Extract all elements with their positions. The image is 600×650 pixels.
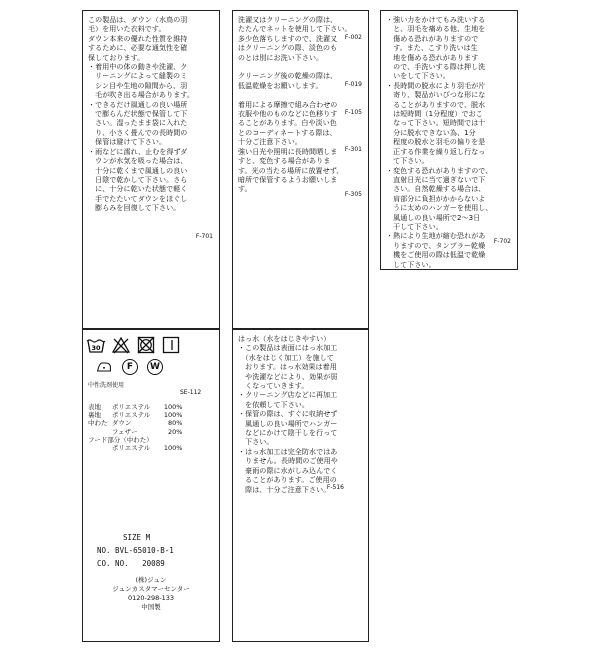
- material-pct: 100%: [163, 403, 183, 411]
- panel-code: F-002: [344, 34, 362, 41]
- wash-30-neutral-icon: [86, 335, 106, 355]
- iron-low-icon: [95, 359, 113, 375]
- material-name: ポリエステル: [111, 403, 151, 411]
- material-pct: 100%: [163, 411, 183, 420]
- se-code: SE-112: [180, 389, 202, 396]
- panel-code: F-019: [344, 81, 362, 88]
- material-table: [88, 403, 185, 452]
- panel-code: F-105: [344, 109, 362, 116]
- size-label: SIZE M: [123, 533, 151, 542]
- material-part: 表地: [88, 403, 101, 411]
- material-pct: 20%: [167, 427, 183, 436]
- care-panel-washing: [232, 10, 369, 329]
- no-tumble-dry-icon: [136, 335, 156, 355]
- material-name: ポリエステル: [111, 411, 151, 420]
- company-name: (株)ジュン: [135, 576, 167, 584]
- panel-code: F-701: [195, 233, 213, 240]
- panel-text: 洗濯又はクリーニングの際は、 たたんでネットを使用して下さい。 多少色落ちしますので、洗濯又 はクリーニングの際、淡色のも のとは別にお洗い下さい。 クリーニング後の乾燥の際は、 低温乾燥をお願いします。 着用による摩擦で組み合わせの 衣服や他のものなどに色移りす ることがあります。白や淡い色 とのコーディネートする際は、 十分ご注意下さい。 強い日光や照明に長時間晒しま すと、変色する場合がありま す。光の当たる場所に放置せず、 暗所で保管するようお願いしま す。: [238, 16, 352, 194]
- material-part: 中わた: [88, 419, 108, 428]
- no-bleach-icon: [111, 335, 131, 355]
- product-number: NO. BVL-65010-B-1: [97, 546, 174, 555]
- dry-clean-f-icon: F: [122, 359, 138, 375]
- care-panel-down: [82, 10, 220, 329]
- panel-text: はっ水（水をはじきやすい） ・この製品は表面にはっ水加工 （水をはじく加工）を施して おります。はっ水効果は着用 や洗濯などにより、効果が弱 くなっていきます。 ・クリーニング店などに再加工 を依頼して下さい。 ・保管の際は、すぐに収納せず 風通しの良い場所でハンガー などにかけて陰干しを行って 下さい。 ・はっ水加工は完全防水ではあ りません。長時間のご使用や 豪雨の際に水がしみ込んでく ることがあります。ご使用の 際は、十分ご注意下さい。: [238, 335, 338, 494]
- panel-code: F-305: [344, 191, 362, 198]
- panel-code: F-702: [493, 238, 511, 245]
- panel-text: この製品は、ダウン（水鳥の羽 毛）を用いた衣料です。 ダウン本来の優れた性質を維持 するために、必要な通気性を確 保しております。 ・着用中の体の動きや洗濯、ク リーニングによって縫製のミ シン目や生地の隙間から、羽 毛が吹き出る場合があります。 ・できるだけ風通しの良い場所 で膨らんだ状態で保管して下 さい。湿ったまま袋に入れた り、小さく畳んでの長時間の 保管は避けて下さい。 ・雨などに濡れ、止むを得ずダ ウンが水気を吸った場合は、 十分に乾くまで風通しの良い 日陰で乾かして下さい。さら に、十分に乾いた状態で軽く 手でたたいてダウンをほぐし 膨らみを回復して下さい。: [88, 16, 194, 213]
- panel-text: ・強い力をかけてもみ洗いする と、羽毛を痛める他、生地を 傷める恐れがありますので す。また、こすり洗いは生 地を傷める恐れがあります ので、手洗いする際は押し洗 いをして下さい。 ・長時間の脱水により羽毛が片 寄り、製品がいびつな形にな ることがありますので、脱水 は短時間（1分程度）でおこ なって下さい。短時間では十 分に脱水できない為、1分 程度の脱水と羽毛の偏りを是 正する作業を繰り返し行なっ て下さい。 ・変色する恐れがありますので、 直射日光に当て過ぎないで下 さい。自然乾燥する場合は、 肩部分に負担がかからないよ うに太めのハンガーを使用し、 風通しの良い場所で2〜3日 干して下さい。 ・熱により生地が縮む恐れがあ りますので、タンブラー乾燥 機をご使用の際は低温で乾燥 して下さい。: [386, 16, 493, 269]
- customer-center: ジュンカスタマーセンター: [112, 585, 190, 593]
- country-of-origin: 中国製: [141, 603, 161, 611]
- care-symbols: [86, 335, 181, 355]
- panel-code: F-516: [326, 484, 344, 491]
- material-part: [88, 444, 112, 452]
- care-panel-water-repellent: [232, 329, 369, 642]
- care-panel-handling: [380, 10, 518, 270]
- material-pct: [156, 436, 186, 444]
- table-row: [88, 436, 185, 444]
- line-dry-icon: [161, 335, 181, 355]
- wet-clean-w-icon: W: [147, 359, 163, 375]
- detergent-note: 中性洗剤使用: [88, 382, 125, 389]
- material-name: ダウン: [111, 419, 132, 428]
- wash-temp: 30: [91, 344, 101, 352]
- material-name: ポリエステル: [111, 444, 151, 453]
- material-name: フェザー: [111, 427, 138, 436]
- material-pct: 80%: [167, 419, 183, 428]
- material-part: 裏地: [88, 411, 101, 420]
- table-row: [88, 428, 185, 436]
- material-part: [88, 428, 112, 436]
- co-number: CO. NO. 20089: [97, 559, 165, 568]
- table-row: [88, 403, 185, 411]
- phone-number: 0120-298-133: [127, 594, 175, 602]
- table-row: [88, 419, 185, 427]
- table-row: [88, 444, 185, 452]
- material-part: フード部分（中わた）: [88, 435, 153, 444]
- panel-code: F-301: [344, 146, 362, 153]
- dry-clean-symbols: [95, 359, 163, 375]
- material-pct: 100%: [163, 444, 183, 453]
